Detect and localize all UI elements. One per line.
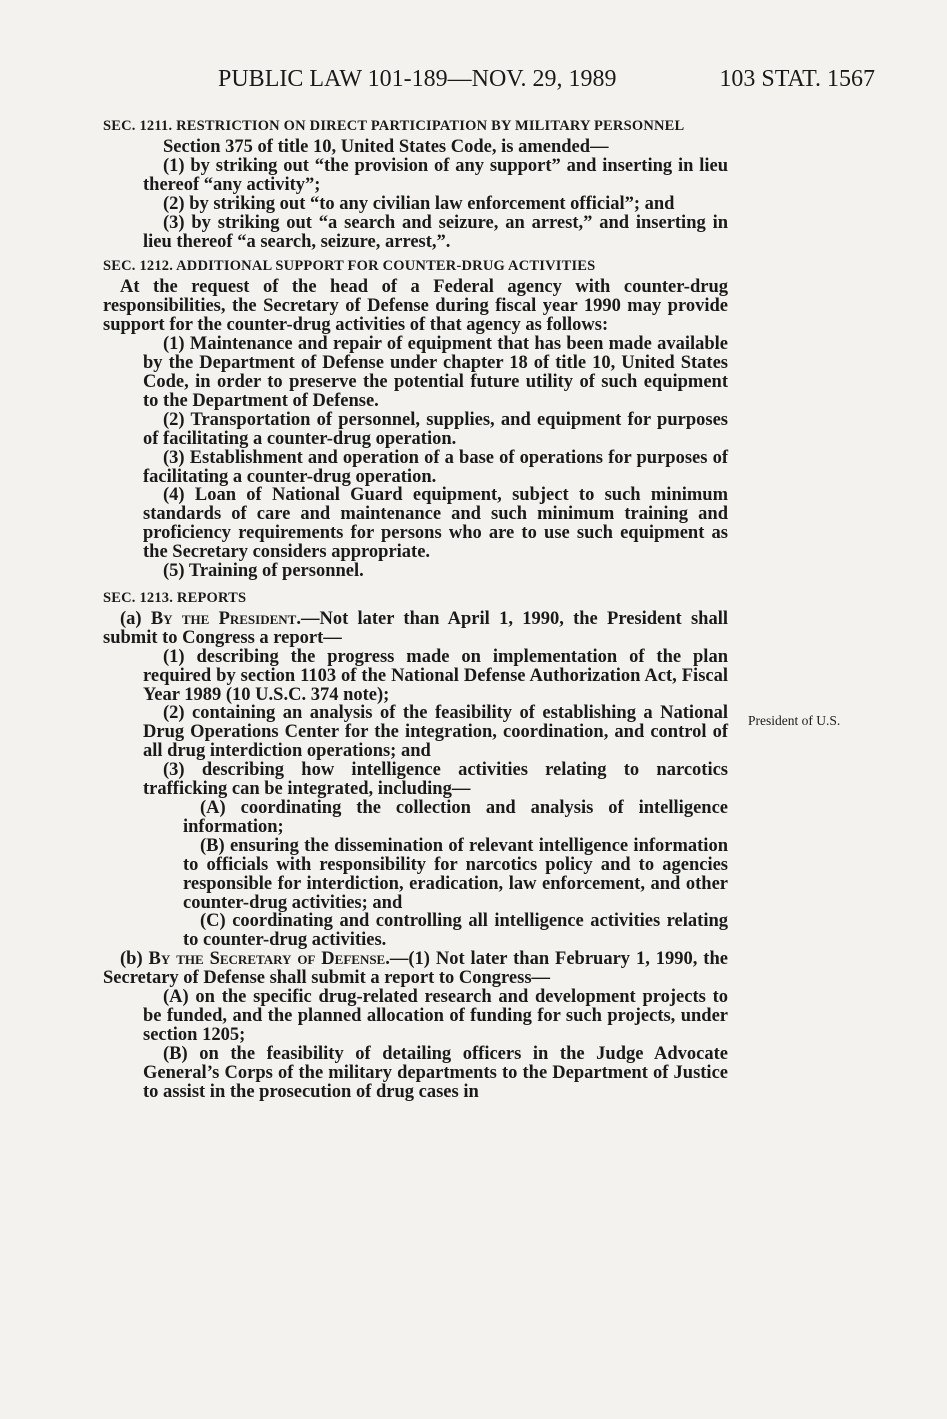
- paragraph: (2) containing an analysis of the feasibility of establishing a National Drug Operations Center for the integration, coordination, and control of all drug interdiction operations; and: [143, 703, 728, 762]
- section-intro: At the request of the head of a Federal agency with counter-drug responsibilities, the Secretary of Defense during fiscal year 1990 may provide support for the counter-drug activities of that agency as follows:: [103, 277, 728, 336]
- subparagraph: (A) on the specific drug-related research and development projects to be funded, and the planned allocation of funding for such projects, under section 1205;: [143, 987, 728, 1045]
- paragraph: (4) Loan of National Guard equipment, subject to such minimum standards of care and maintenance and such minimum training and proficiency requirements for persons who are to use such equipment as the Secretary considers appropriate.: [143, 485, 728, 563]
- paragraph: (1) Maintenance and repair of equipment that has been made available by the Department of Defense under chapter 18 of title 10, United States Code, in order to preserve the potential future utility of such equipment to the Department of Defense.: [143, 334, 728, 411]
- paragraph-list: [103, 648, 728, 799]
- paragraph: (1) describing the progress made on implementation of the plan required by section 1103 of the National Defense Authorization Act, Fiscal Year 1989 (10 U.S.C. 374 note);: [143, 646, 728, 705]
- running-head: [0, 62, 947, 96]
- subsection-heading: By the President: [150, 608, 297, 629]
- subsection-heading: By the Secretary of Defense: [148, 949, 386, 970]
- subparagraph: (B) ensuring the dissemination of relevant intelligence information to officials with responsibility for narcotics policy and to agencies responsible for interdiction, eradication, law enforcement, and other counter-drug activities; and: [183, 835, 728, 913]
- section-heading-1211: [103, 117, 728, 136]
- margin-note: President of U.S.: [748, 713, 841, 728]
- paragraph: (2) by striking out “to any civilian law enforcement official”; and: [163, 193, 675, 214]
- section-number: SEC. 1211.: [103, 118, 173, 134]
- section-heading-1212: [103, 257, 728, 276]
- subparagraph: (B) on the feasibility of detailing officers in the Judge Advocate General’s Corps of the military departments to the Department of Justice to assist in the prosecution of drug cases in: [143, 1043, 728, 1102]
- section-intro: Section 375 of title 10, United States Code, is amended—: [163, 137, 609, 157]
- subsection-text: .—Not later than April 1, 1990, the President shall submit to Congress a report—: [103, 608, 729, 648]
- section-number: SEC. 1213.: [103, 589, 174, 606]
- subsection-label: (a): [120, 608, 151, 629]
- paragraph: (2) Transportation of personnel, supplies, and equipment for purposes of facilitating a counter-drug operation.: [143, 409, 728, 449]
- section-title: ADDITIONAL SUPPORT FOR COUNTER-DRUG ACTIVITIES: [176, 258, 596, 275]
- paragraph: (1) by striking out “the provision of any support” and inserting in lieu thereof “any activity”;: [143, 155, 728, 195]
- statute-text: [103, 114, 728, 1102]
- paragraph-list: [103, 335, 728, 581]
- subsection-text: .—(1) Not later than February 1, 1990, the Secretary of Defense shall submit a report to Congress—: [103, 949, 728, 989]
- section-1211-body: [103, 138, 728, 251]
- paragraph: (3) by striking out “a search and seizure, an arrest,” and inserting in lieu thereof “a search, seizure, arrest,”.: [143, 212, 728, 252]
- section-title: REPORTS: [176, 589, 247, 606]
- subparagraph: (C) coordinating and controlling all intelligence activities relating to counter-drug activities.: [183, 911, 728, 951]
- paragraph: (3) describing how intelligence activities relating to narcotics trafficking can be integrated, including—: [143, 760, 728, 800]
- subparagraph-list: [103, 799, 728, 950]
- paragraph: (5) Training of personnel.: [163, 561, 364, 582]
- subsection-label: (b): [120, 949, 149, 970]
- subsection-a: [103, 610, 728, 648]
- paragraph: (3) Establishment and operation of a base of operations for purposes of facilitating a counter-drug operation.: [143, 447, 728, 487]
- section-number: SEC. 1212.: [103, 258, 174, 275]
- subparagraph: (A) coordinating the collection and analysis of intelligence information;: [183, 798, 728, 837]
- section-heading-1213: [103, 589, 728, 608]
- section-title: RESTRICTION ON DIRECT PARTICIPATION BY MILITARY PERSONNEL: [176, 118, 685, 134]
- section-1213-body: [103, 610, 728, 1102]
- section-1212-body: [103, 278, 728, 581]
- running-head-title: PUBLIC LAW 101-189—NOV. 29, 1989: [218, 66, 617, 92]
- page-number: 103 STAT. 1567: [719, 66, 875, 92]
- subparagraph-list: [103, 988, 728, 1101]
- subsection-b: [103, 950, 728, 988]
